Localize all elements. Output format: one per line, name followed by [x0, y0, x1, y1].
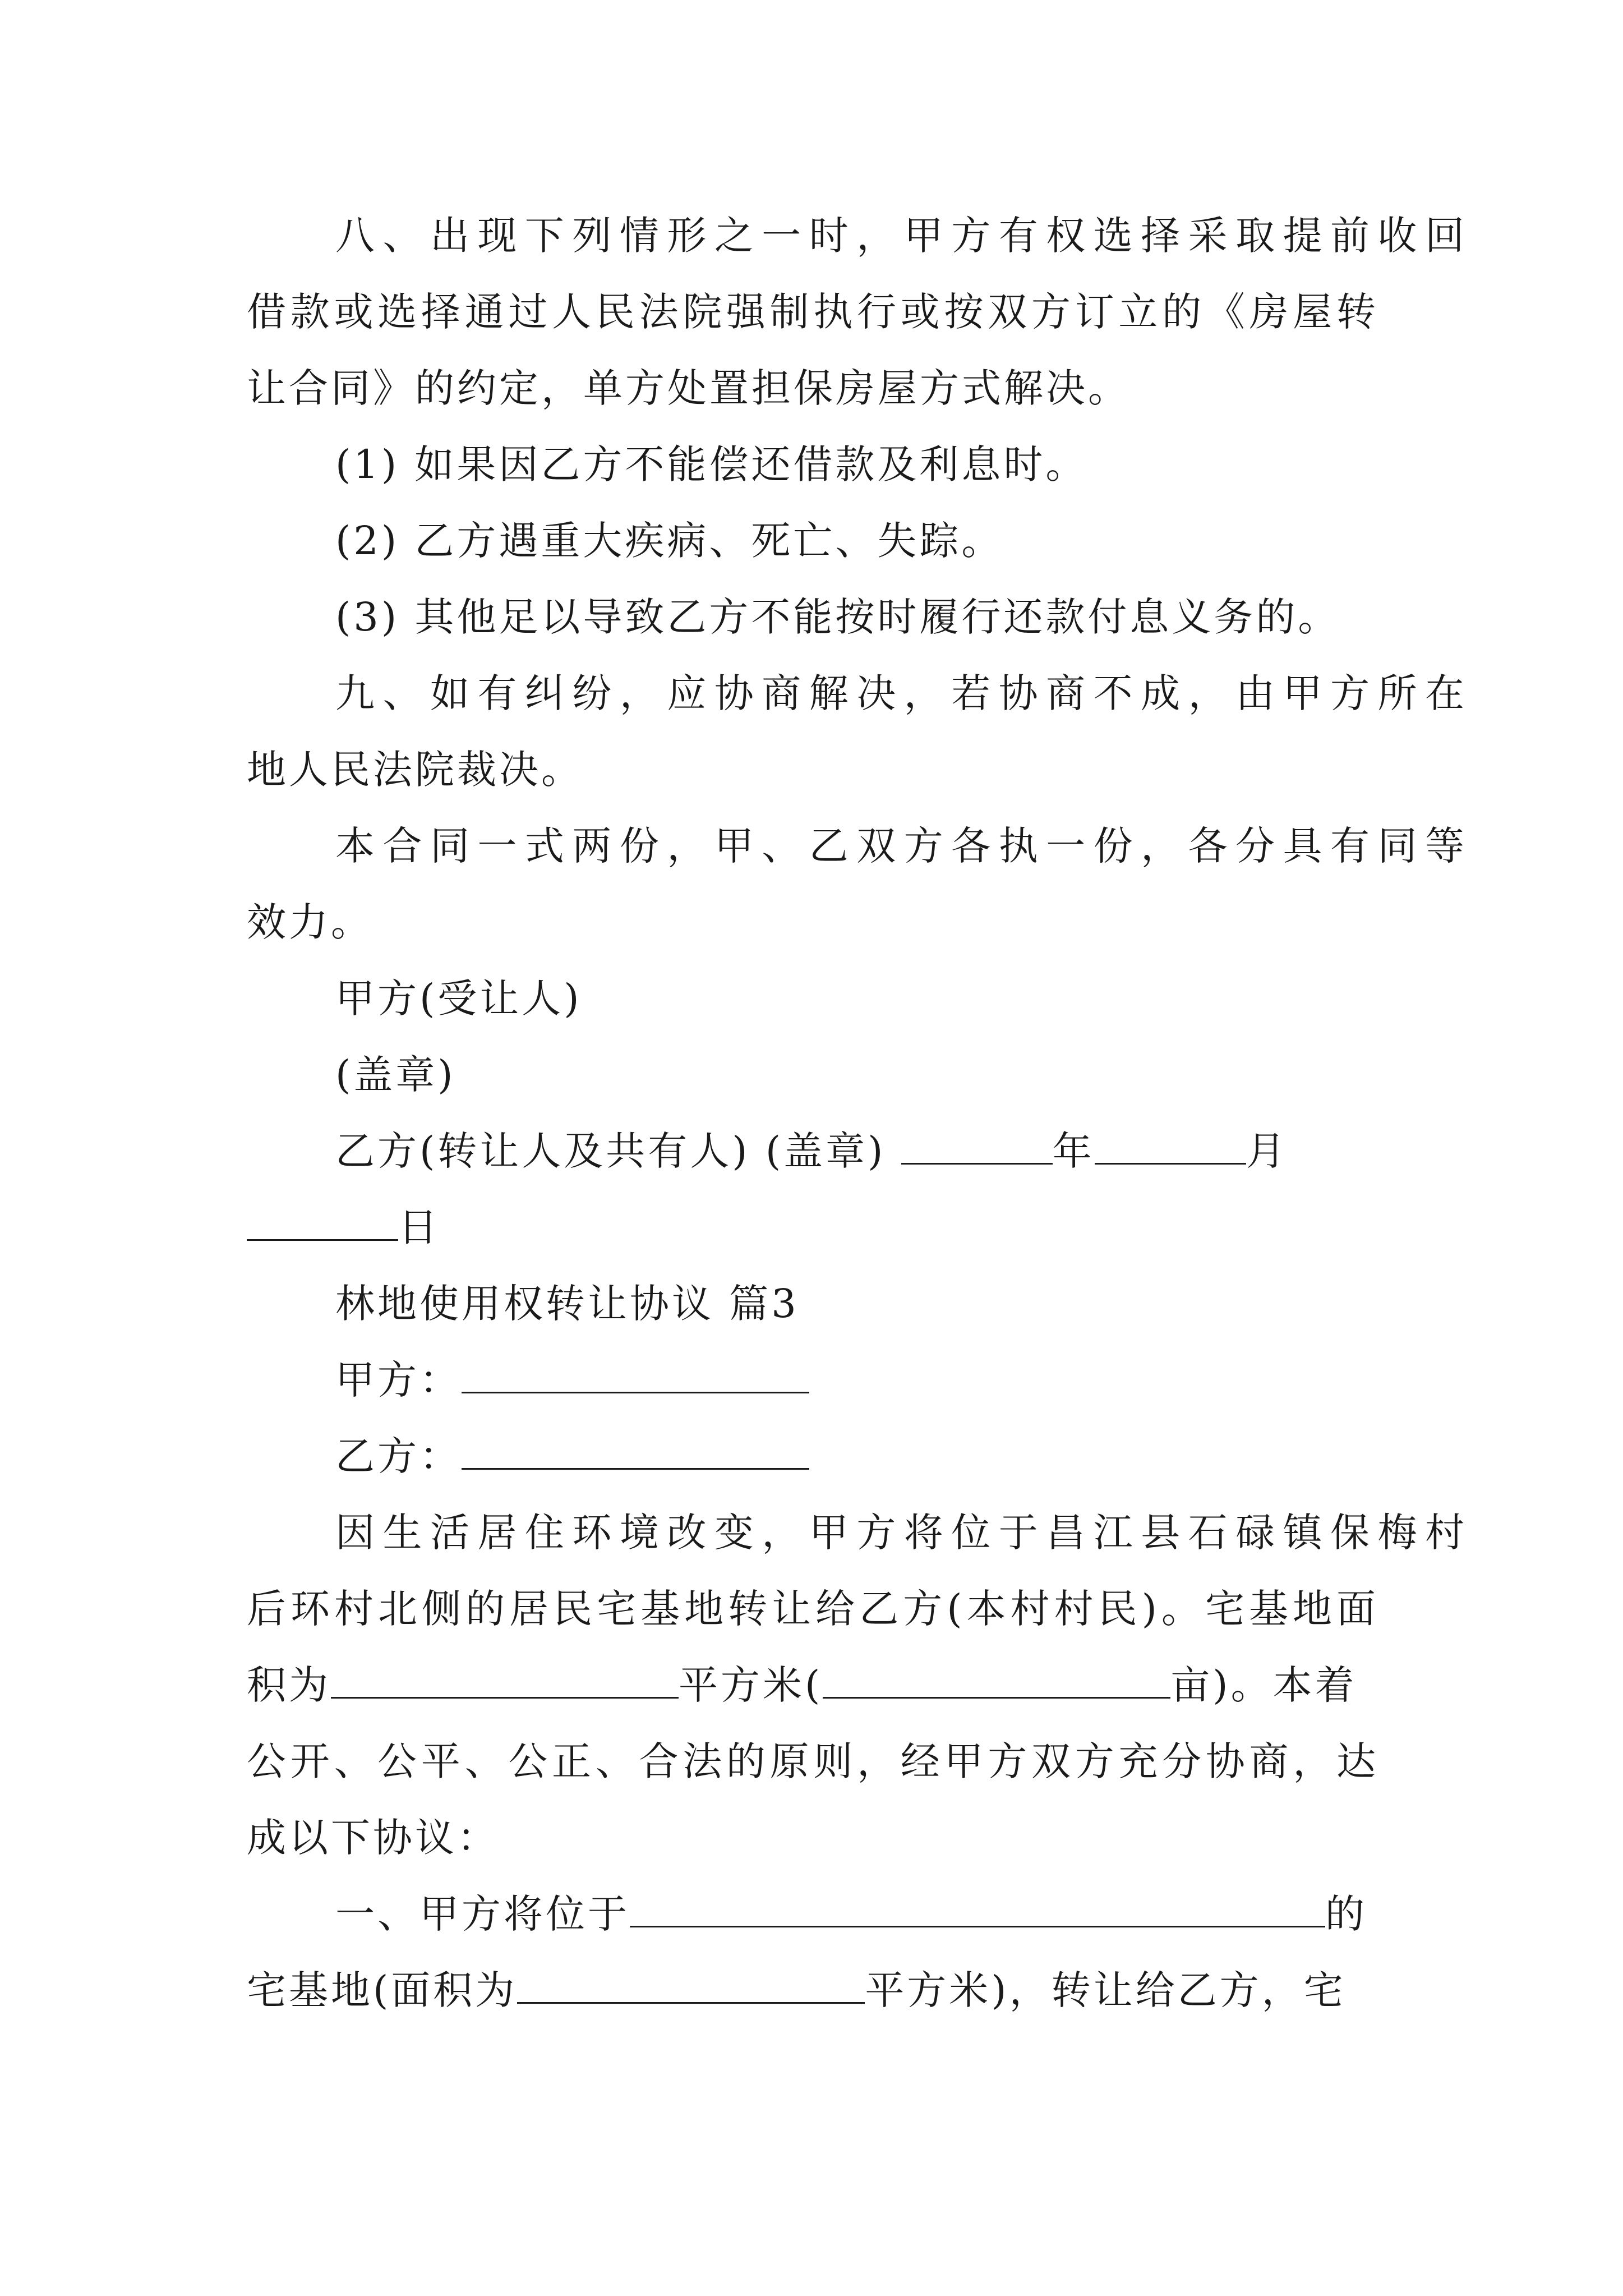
clause-1-line-1: [335, 1886, 1367, 1942]
copies-line-1: 本合同一式两份，甲、乙双方各执一份，各分具有同等: [335, 823, 1467, 869]
area-mu-blank[interactable]: [823, 1662, 1170, 1699]
transfer-para-line-3: [247, 1657, 1357, 1713]
party-a-seal-label: (盖章): [335, 1052, 456, 1098]
section-heading: 林地使用权转让协议 篇3: [335, 1281, 799, 1327]
clause-8-line-1: 八、出现下列情形之一时，甲方有权选择采取提前收回: [335, 213, 1467, 259]
area-sqm-blank[interactable]: [331, 1662, 679, 1699]
clause-9-line-2: 地人民法院裁决。: [247, 747, 583, 793]
clause-8-item-2: (2) 乙方遇重大疾病、死亡、失踪。: [335, 518, 1004, 564]
party-a-blank[interactable]: [462, 1357, 809, 1393]
area-label: 积为: [247, 1662, 331, 1708]
clause-8-line-2: 借款或选择通过人民法院强制执行或按双方订立的《房屋转: [247, 289, 1378, 335]
year-label: 年: [1052, 1128, 1095, 1174]
month-blank[interactable]: [1095, 1128, 1246, 1165]
party-b-field: [335, 1428, 809, 1484]
clause-1-area-suffix: 平方米)，转让给乙方，宅: [865, 1967, 1346, 2013]
party-a-label: 甲方：: [335, 1357, 462, 1403]
party-a-field: [335, 1352, 809, 1408]
day-line: [247, 1199, 440, 1255]
party-a-signature-label: 甲方(受让人): [335, 976, 582, 1022]
clause-8-line-3: 让合同》的约定，单方处置担保房屋方式解决。: [247, 365, 1130, 411]
transfer-para-line-2: 后环村北侧的居民宅基地转让给乙方(本村村民)。宅基地面: [247, 1586, 1378, 1632]
area-unit-mu: 亩)。本着: [1170, 1662, 1357, 1708]
party-b-signature-label: 乙方(转让人及共有人) (盖章): [335, 1128, 901, 1174]
clause-1-prefix: 一、甲方将位于: [335, 1891, 630, 1937]
year-blank[interactable]: [901, 1128, 1053, 1165]
location-blank[interactable]: [630, 1891, 1325, 1927]
clause-1-area-prefix: 宅基地(面积为: [247, 1967, 518, 2013]
area-unit-sqm: 平方米(: [679, 1662, 823, 1708]
transfer-para-line-4: 公开、公平、公正、合法的原则，经甲方双方充分协商，达: [247, 1738, 1378, 1784]
month-label: 月: [1246, 1128, 1288, 1174]
day-label: 日: [398, 1204, 440, 1250]
day-blank[interactable]: [247, 1204, 398, 1241]
party-b-blank[interactable]: [462, 1433, 809, 1470]
transfer-para-line-1: 因生活居住环境改变，甲方将位于昌江县石碌镇保梅村: [335, 1510, 1467, 1556]
clause-1-area-blank[interactable]: [517, 1967, 865, 2004]
clause-1-line-2: [247, 1962, 1346, 2018]
copies-line-2: 效力。: [247, 899, 373, 945]
party-b-signature-date-line: [335, 1123, 1288, 1179]
transfer-para-line-5: 成以下协议：: [247, 1815, 499, 1861]
clause-1-suffix: 的: [1325, 1891, 1367, 1937]
clause-8-item-1: (1) 如果因乙方不能偿还借款及利息时。: [335, 441, 1088, 487]
party-b-label: 乙方：: [335, 1433, 462, 1479]
clause-8-item-3: (3) 其他足以导致乙方不能按时履行还款付息义务的。: [335, 594, 1340, 640]
clause-9-line-1: 九、如有纠纷，应协商解决，若协商不成，由甲方所在: [335, 670, 1467, 716]
